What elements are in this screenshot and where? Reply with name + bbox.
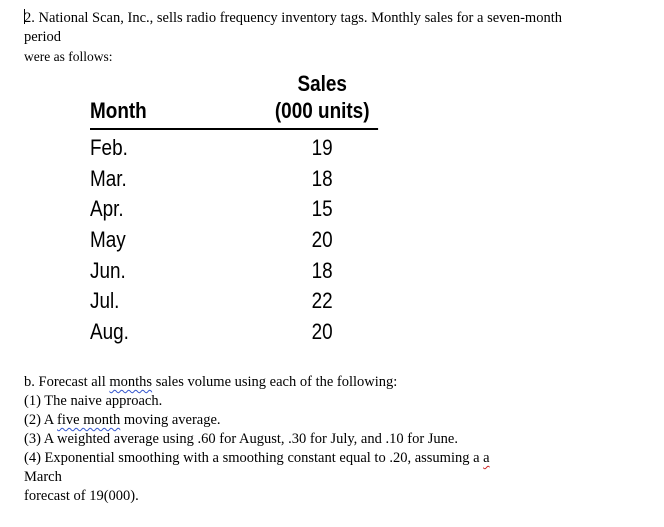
table-header	[90, 70, 378, 130]
q4-word: .20,	[389, 450, 412, 466]
intro-line-2: period	[24, 29, 62, 45]
question-b-prefix: b. Forecast all	[24, 374, 110, 390]
question-2	[24, 411, 594, 430]
question-1: (1) The naive approach.	[24, 393, 163, 409]
table-row	[90, 161, 378, 192]
sales-table	[90, 70, 370, 345]
month-cell: Mar.	[90, 165, 127, 191]
sales-column-header	[266, 70, 378, 124]
month-cell: Feb.	[90, 135, 128, 160]
q4-word: Exponential	[44, 450, 115, 466]
question-4-line-2: March	[24, 469, 62, 485]
questions-block	[24, 373, 594, 506]
table-row	[90, 130, 378, 161]
question-3: (3) A weighted average using .60 for August, .30 for July, and .10 for June.	[24, 431, 458, 447]
spell-flag-months: months	[109, 374, 153, 390]
sales-cell: 20	[311, 227, 333, 253]
month-column-header: Month	[90, 98, 147, 123]
sales-cell: 18	[311, 257, 333, 283]
month-cell: Aug.	[90, 319, 129, 345]
q4-word: smoothing	[118, 450, 180, 466]
question-b	[24, 373, 594, 392]
spell-flag-five-month: five month	[57, 412, 121, 428]
spell-flag-repeated-a: a	[483, 450, 490, 466]
table-row	[90, 314, 378, 345]
q4-word: a	[473, 450, 480, 466]
table-row	[90, 283, 378, 314]
intro-text-1: 2. National Scan, Inc., sells radio frequency inventory tags. Monthly sales for a seven-month	[24, 10, 562, 26]
question-4-line-1	[24, 449, 584, 468]
q4-word: smoothing	[222, 450, 284, 466]
sales-cell: 15	[311, 196, 333, 222]
question-2-prefix: (2) A	[24, 412, 58, 428]
sales-cell: 22	[311, 288, 333, 314]
month-cell: Jun.	[90, 257, 126, 283]
intro-line-1	[24, 9, 644, 28]
month-cell: May	[90, 227, 126, 253]
q4-word: to	[374, 450, 386, 466]
sales-cell: 19	[311, 135, 333, 160]
month-cell: Apr.	[90, 196, 124, 222]
sales-cell: 18	[311, 165, 333, 191]
sales-header-line-2: (000 units)	[274, 98, 370, 123]
month-cell: Jul.	[90, 288, 120, 314]
question-4-line-3: forecast of 19(000).	[24, 488, 139, 504]
table-row	[90, 222, 378, 253]
q4-word: a	[212, 450, 219, 466]
problem-intro	[24, 9, 644, 66]
q4-word: equal	[339, 450, 371, 466]
question-2-suffix: moving average.	[120, 412, 221, 428]
q4-word: (4)	[24, 450, 41, 466]
q4-word: with	[183, 450, 209, 466]
table-row	[90, 191, 378, 222]
sales-header-line-1: Sales	[297, 71, 347, 96]
question-b-suffix: sales volume using each of the following:	[152, 374, 398, 390]
table-row	[90, 253, 378, 284]
q4-word: constant	[287, 450, 336, 466]
intro-line-3: were as follows:	[24, 49, 113, 64]
q4-word: assuming	[414, 450, 470, 466]
sales-cell: 20	[311, 319, 333, 345]
